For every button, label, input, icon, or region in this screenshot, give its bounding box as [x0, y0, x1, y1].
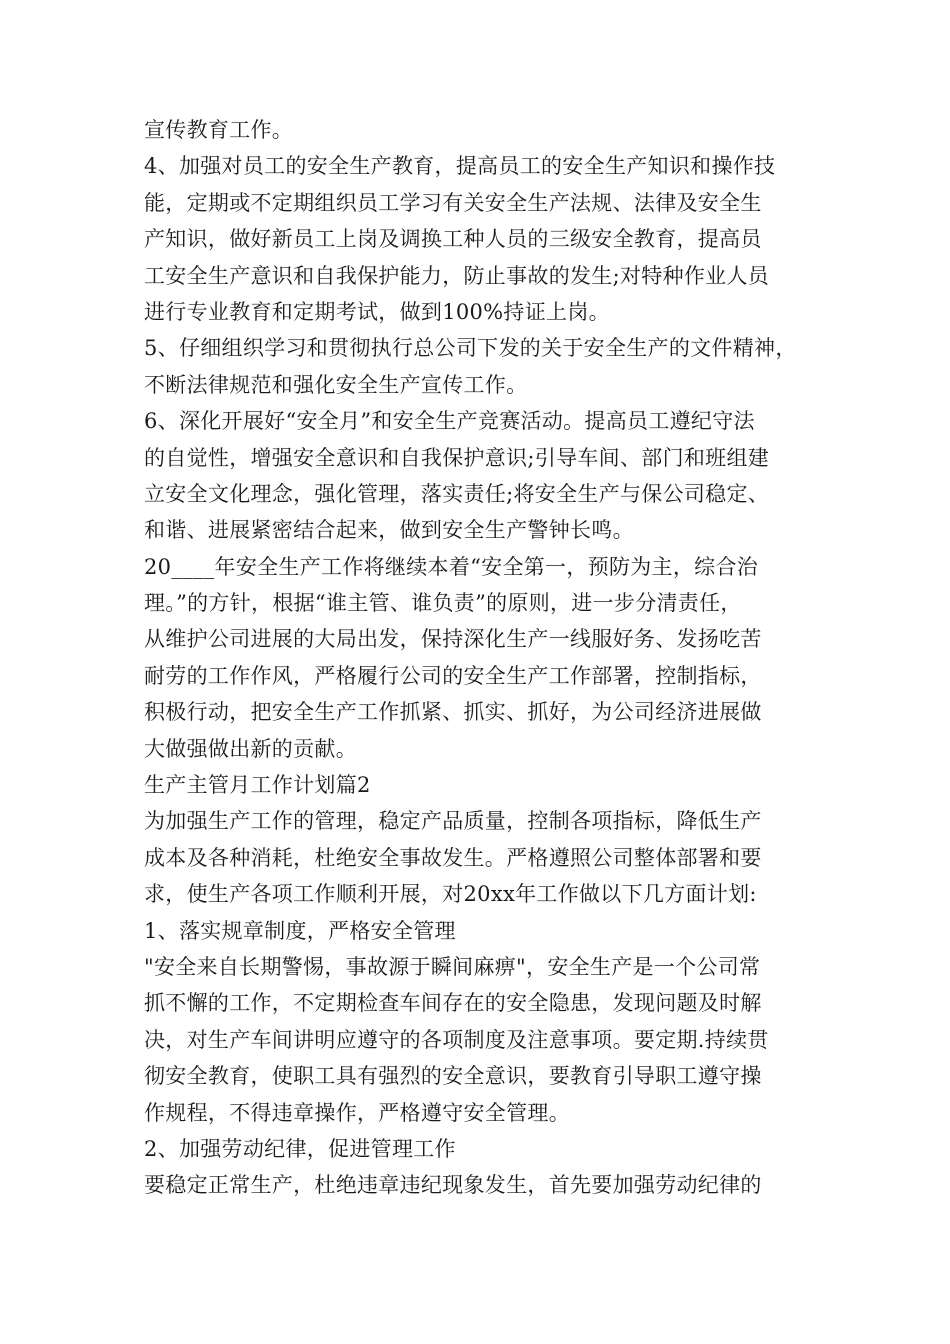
text-line: 求，使生产各项工作顺利开展，对20xx年工作做以下几方面计划:: [144, 882, 757, 907]
list-item-4-line-1: 4、加强对员工的安全生产教育，提高员工的安全生产知识和操作技: [144, 154, 776, 179]
paragraph-line: 为加强生产工作的管理，稳定产品质量，控制各项指标，降低生产: [144, 809, 762, 834]
list-item-5-line-1: 5、仔细组织学习和贯彻执行总公司下发的关于安全生产的文件精神，: [144, 336, 797, 361]
text-line: 理。”的方针，根据“谁主管、谁负责”的原则，进一步分清责任，: [144, 591, 742, 616]
text-line: 宣传教育工作。: [144, 118, 294, 142]
text-line: 决，对生产车间讲明应遵守的各项制度及注意事项。要定期.持续贯: [144, 1027, 769, 1052]
text-line: 工安全生产意识和自我保护能力，防止事故的发生;对特种作业人员: [144, 263, 770, 288]
document-body: [144, 112, 814, 1204]
text-line: 能，定期或不定期组织员工学习有关安全生产法规、法律及安全生: [144, 190, 762, 215]
text-line: 作规程，不得违章操作，严格遵守安全管理。: [144, 1100, 570, 1125]
text-line: 彻安全教育，使职工具有强烈的安全意识，要教育引导职工遵守操: [144, 1064, 762, 1089]
text-line: 耐劳的工作作风，严格履行公司的安全生产工作部署，控制指标，: [144, 663, 762, 688]
paragraph-line: 要稳定正常生产，杜绝违章违纪现象发生，首先要加强劳动纪律的: [144, 1173, 762, 1198]
paragraph-line: "安全来自长期警惕，事故源于瞬间麻痹"，安全生产是一个公司常: [144, 954, 761, 979]
paragraph-line: 20____年安全生产工作将继续本着“安全第一，预防为主，综合治: [144, 554, 759, 579]
text-line: 从维护公司进展的大局出发，保持深化生产一线服好务、发扬吃苦: [144, 627, 762, 652]
text-line: 的自觉性，增强安全意识和自我保护意识;引导车间、部门和班组建: [144, 445, 770, 470]
text-line: 产知识，做好新员工上岗及调换工种人员的三级安全教育，提高员: [144, 227, 762, 252]
text-line: 大做强做出新的贡献。: [144, 736, 357, 761]
list-item-6-line-1: 6、深化开展好“安全月”和安全生产竞赛活动。提高员工遵纪守法: [144, 409, 755, 434]
text-line: 立安全文化理念，强化管理，落实责任;将安全生产与保公司稳定、: [144, 481, 770, 506]
text-line: 抓不懈的工作，不定期检查车间存在的安全隐患，发现问题及时解: [144, 991, 762, 1016]
text-line: 不断法律规范和强化安全生产宣传工作。: [144, 372, 528, 397]
text-line: 成本及各种消耗，杜绝安全事故发生。严格遵照公司整体部署和要: [144, 845, 762, 870]
text-line: 进行专业教育和定期考试，做到100%持证上岗。: [144, 299, 610, 324]
text-line: 和谐、进展紧密结合起来，做到安全生产警钟长鸣。: [144, 518, 634, 543]
section-heading: 生产主管月工作计划篇2: [144, 773, 371, 798]
subheading-1: 1、落实规章制度，严格安全管理: [144, 918, 456, 943]
text-line: 积极行动，把安全生产工作抓紧、抓实、抓好，为公司经济进展做: [144, 700, 762, 725]
subheading-2: 2、加强劳动纪律，促进管理工作: [144, 1136, 456, 1161]
